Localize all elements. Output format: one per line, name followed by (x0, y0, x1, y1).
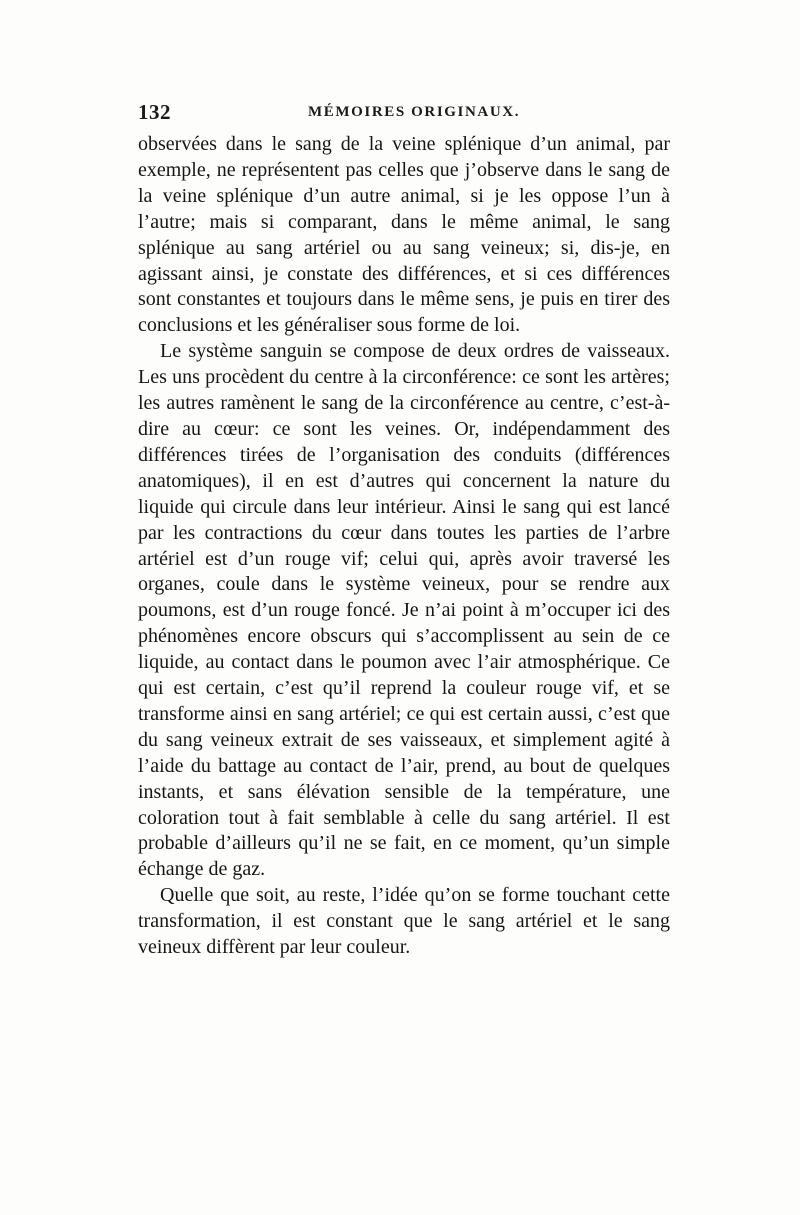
paragraph-3: Quelle que soit, au reste, l’idée qu’on se forme touchant cette transformation, il est constant que le sang artériel et le sang veineux diffèrent par leur couleur. (138, 884, 670, 959)
page-header (138, 100, 673, 130)
body-text (138, 132, 670, 961)
paragraph-1: observées dans le sang de la veine splénique d’un animal, par exemple, ne représentent pas celles que j’observe dans le sang de la veine splénique d’un autre animal, si je les oppose l’un à l’autre; mais si comparant, dans le même animal, le sang splénique au sang artériel ou au sang veineux; si, dis-je, en agissant ainsi, je constate des différences, et si ces différences sont constantes et toujours dans le même sens, je puis en tirer des conclusions et les généraliser sous forme de loi. (138, 133, 670, 337)
running-title: MÉMOIRES ORIGINAUX. (308, 104, 521, 120)
paragraph-2: Le système sanguin se compose de deux ordres de vaisseaux. Les uns procèdent du centre à la circonférence: ce sont les artères; les autres ramènent le sang de la circonférence au centre, c’est-à-dire au cœur: ce sont les veines. Or, indépendamment des différences tirées de l’organisation des conduits (différences anatomiques), il en est d’autres qui concernent la nature du liquide qui circule dans leur intérieur. Ainsi le sang qui est lancé par les contractions du cœur dans toutes les parties de l’arbre artériel est d’un rouge vif; celui qui, après avoir traversé les organes, coule dans le système veineux, pour se rendre aux poumons, est d’un rouge foncé. Je n’ai point à m’occuper ici des phénomènes encore obscurs qui s’accomplissent au sein de ce liquide, au contact dans le poumon avec l’air atmosphérique. Ce qui est certain, c’est qu’il reprend la couleur rouge vif, et se transforme ainsi en sang artériel; ce qui est certain aussi, c’est que du sang veineux extrait de ses vaisseaux, et simplement agité à l’aide du battage au contact de l’air, prend, au bout de quelques instants, et sans élévation sensible de la température, une coloration tout à fait semblable à celle du sang artériel. Il est probable d’ailleurs qu’il ne se fait, en ce moment, qu’un simple échange de gaz. (138, 340, 670, 881)
page-number: 132 (138, 100, 171, 124)
